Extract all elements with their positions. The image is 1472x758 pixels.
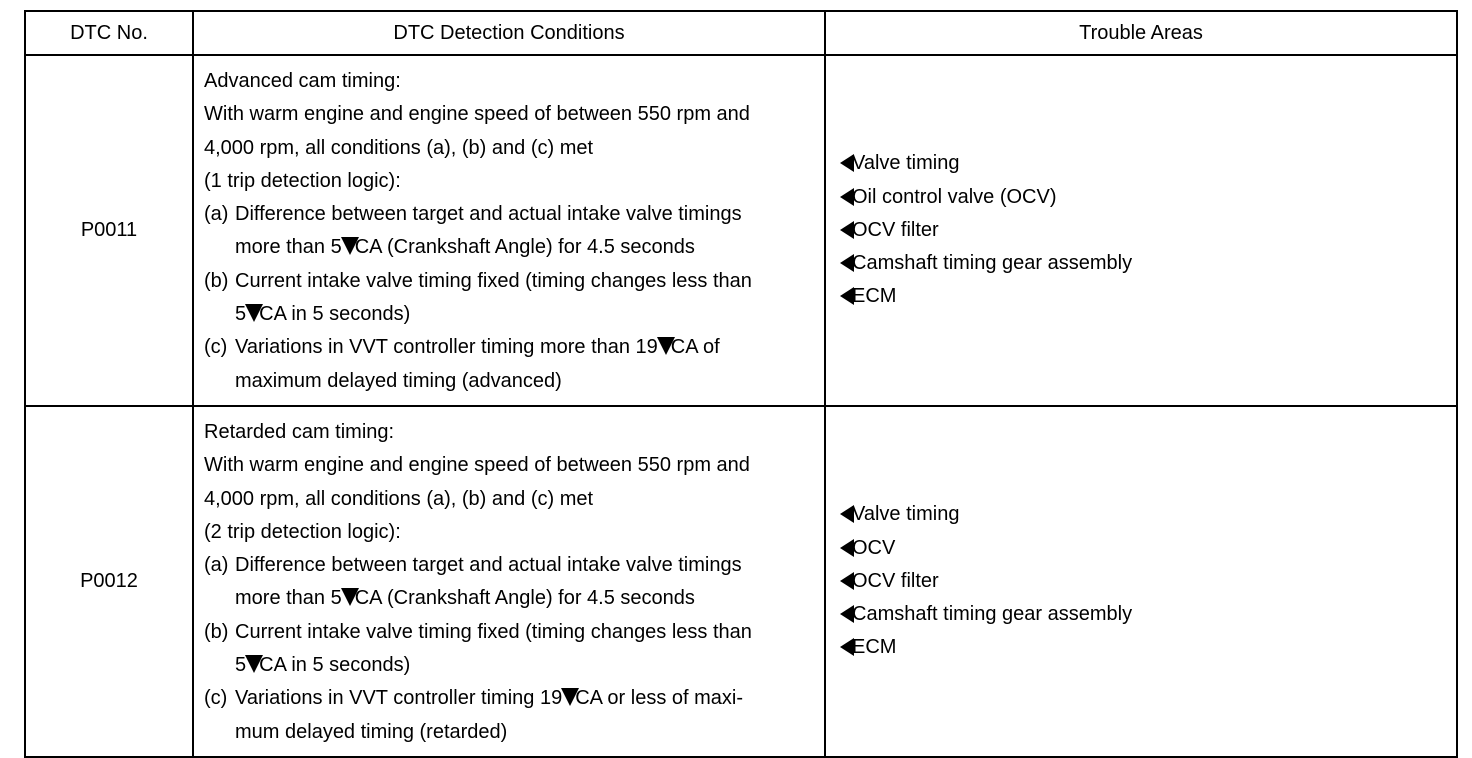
item-label: (a)	[204, 203, 229, 226]
item-text: Variations in VVT controller timing 19	[235, 687, 563, 710]
item-label: (c)	[204, 687, 228, 710]
item-text: CA of	[670, 336, 720, 359]
header-trouble-areas: Trouble Areas	[825, 11, 1457, 55]
item-text: CA (Crankshaft Angle) for 4.5 seconds	[354, 587, 695, 610]
condition-item-a	[204, 198, 816, 231]
trouble-area-item: ECM	[840, 280, 1456, 313]
item-text: 5	[235, 654, 247, 677]
trouble-area-item: Camshaft timing gear assembly	[840, 598, 1456, 631]
condition-item-b	[204, 616, 816, 649]
detection-conditions-cell	[193, 55, 825, 406]
condition-line: (2 trip detection logic):	[204, 520, 401, 543]
item-text: Current intake valve timing fixed (timing changes less than	[235, 620, 752, 643]
dtc-table	[24, 10, 1458, 758]
item-text: 5	[235, 303, 247, 326]
item-text: CA in 5 seconds)	[259, 303, 411, 326]
trouble-area-item: ECM	[840, 631, 1456, 664]
condition-item-c-cont	[204, 365, 816, 398]
condition-item-a-cont	[204, 231, 816, 264]
detection-conditions-cell	[193, 406, 825, 757]
item-text: maximum delayed timing (advanced)	[235, 369, 562, 392]
trouble-area-item: OCV filter	[840, 565, 1456, 598]
condition-item-a-cont	[204, 582, 816, 615]
item-text: CA or less of maxi-	[575, 687, 744, 710]
table-row	[25, 406, 1457, 757]
item-text: more than 5	[235, 236, 342, 259]
trouble-area-item: Valve timing	[840, 498, 1456, 531]
header-row	[25, 11, 1457, 55]
item-text: Variations in VVT controller timing more than 19	[235, 336, 658, 359]
condition-item-a	[204, 549, 816, 582]
dtc-code: P0012	[25, 406, 193, 757]
condition-item-b	[204, 265, 816, 298]
header-detection-conditions: DTC Detection Conditions	[193, 11, 825, 55]
trouble-area-item: OCV filter	[840, 214, 1456, 247]
table-row	[25, 55, 1457, 406]
trouble-area-item: Oil control valve (OCV)	[840, 181, 1456, 214]
condition-line: Advanced cam timing:	[204, 70, 401, 92]
condition-line: 4,000 rpm, all conditions (a), (b) and (c) met	[204, 487, 594, 510]
item-text: mum delayed timing (retarded)	[235, 720, 508, 743]
condition-item-b-cont	[204, 298, 816, 331]
condition-item-c	[204, 682, 816, 715]
condition-line: With warm engine and engine speed of between 550 rpm and	[204, 103, 750, 126]
condition-item-c	[204, 331, 816, 364]
item-text: Current intake valve timing fixed (timing changes less than	[235, 269, 752, 292]
item-text: Difference between target and actual intake valve timings	[235, 554, 742, 577]
condition-line: (1 trip detection logic):	[204, 169, 401, 192]
item-text: Difference between target and actual intake valve timings	[235, 203, 742, 226]
condition-item-c-cont	[204, 716, 816, 749]
trouble-areas-cell	[825, 55, 1457, 406]
item-label: (c)	[204, 336, 228, 359]
header-dtc-no: DTC No.	[25, 11, 193, 55]
condition-line: With warm engine and engine speed of between 550 rpm and	[204, 454, 750, 477]
item-label: (a)	[204, 554, 229, 577]
condition-line: 4,000 rpm, all conditions (a), (b) and (c) met	[204, 136, 594, 159]
trouble-area-item: Valve timing	[840, 147, 1456, 180]
item-text: CA (Crankshaft Angle) for 4.5 seconds	[354, 236, 695, 259]
trouble-area-item: Camshaft timing gear assembly	[840, 247, 1456, 280]
item-label: (b)	[204, 620, 229, 643]
condition-line: Retarded cam timing:	[204, 421, 395, 443]
item-text: CA in 5 seconds)	[259, 654, 411, 677]
trouble-areas-cell	[825, 406, 1457, 757]
condition-item-b-cont	[204, 649, 816, 682]
trouble-area-item: OCV	[840, 532, 1456, 565]
item-label: (b)	[204, 269, 229, 292]
item-text: more than 5	[235, 587, 342, 610]
dtc-code: P0011	[25, 55, 193, 406]
